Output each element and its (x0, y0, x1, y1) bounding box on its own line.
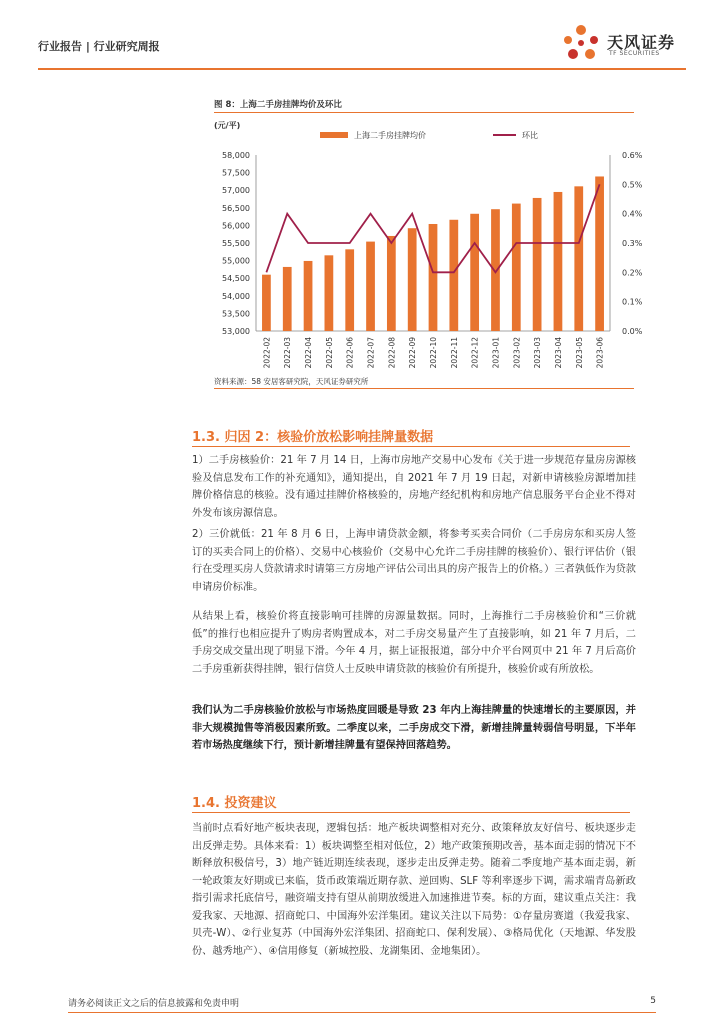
x-tick-label: 2022-09 (408, 337, 418, 369)
paragraph-result: 从结果上看，核验价将直接影响可挂牌的房源量数据。同时，上海推行二手房核验价和“三价就低”的推行也相应提升了购房者购置成本，对二手房交易量产生了直接影响，如 21 年 7 月后，二手房交成交量出现了明显下滑。今年 4 月，据上证报报道，部分中介平台网页中 21 年 7 月后高价二手房重新获得挂牌，银行信贷人士反映申请贷款的核验价有所提升，核验价或有所放松。 (192, 611, 636, 675)
x-tick-label: 2023-03 (533, 337, 543, 369)
y-tick-label: 58,000 (222, 151, 250, 160)
price-chart (210, 115, 643, 370)
y-tick-label: 54,500 (222, 274, 250, 284)
x-tick-label: 2022-05 (324, 337, 334, 369)
x-tick-label: 2022-03 (283, 337, 293, 369)
page-number: 5 (650, 996, 656, 1006)
figure-caption: 图 8：上海二手房挂牌均价及环比 (214, 100, 342, 110)
bar (304, 261, 313, 331)
logo-name: 天风证券 (607, 33, 676, 52)
tf-securities-logo (559, 22, 694, 66)
y2-tick-label: 0.3% (622, 239, 643, 248)
y-tick-label: 57,500 (222, 168, 250, 178)
y-tick-label: 55,500 (222, 239, 250, 248)
bar (387, 236, 396, 331)
x-tick-label: 2022-12 (470, 337, 480, 369)
y-tick-label: 53,500 (222, 309, 250, 319)
legend-line-label: 环比 (522, 131, 538, 140)
bar (429, 224, 438, 331)
paragraph-three-price: 2）三价就低：21 年 8 月 6 日，上海申请贷款金额，将参考买卖合同价（二手房房东和买房人签订的买卖合同上的价格）、交易中心核验价（交易中心允许二手房挂牌的核验价）、银行评估价（银行在受理买房人贷款请求时请第三方房地产评估公司出具的房产报告上的价格。）三者孰低作为贷款申请房价标准。 (192, 529, 636, 593)
section-title-1-3: 1.3. 归因 2：核验价放松影响挂牌量数据 (192, 430, 434, 445)
x-tick-label: 2023-05 (574, 337, 584, 369)
y-tick-label: 57,000 (222, 186, 250, 196)
bar (554, 192, 563, 331)
x-tick-label: 2023-01 (491, 337, 501, 369)
section-rule-1-4 (192, 812, 630, 813)
bar (366, 242, 375, 331)
x-tick-label: 2023-02 (512, 337, 522, 369)
legend-bar-label: 上海二手房挂牌均价 (354, 131, 426, 140)
y-axis-label: (元/平) (214, 121, 241, 130)
x-tick-label: 2022-08 (387, 337, 397, 369)
bar (408, 228, 417, 331)
y2-tick-label: 0.5% (622, 180, 643, 190)
x-tick-label: 2022-07 (366, 337, 376, 369)
bar (595, 176, 604, 331)
bar (283, 267, 292, 331)
footer-disclaimer: 请务必阅读正文之后的信息披露和免责申明 (68, 999, 240, 1009)
x-tick-label: 2023-06 (595, 337, 605, 369)
logo-sub: TF SECURITIES (609, 50, 660, 57)
section-rule-1-3 (192, 446, 630, 447)
legend-bar-swatch (320, 132, 348, 138)
bar (574, 186, 583, 331)
y2-tick-label: 0.1% (622, 297, 643, 307)
footer-divider (68, 1012, 656, 1013)
x-tick-label: 2022-11 (449, 337, 459, 369)
y2-tick-label: 0.6% (622, 151, 643, 160)
bar (491, 209, 500, 331)
y2-tick-label: 0.4% (622, 209, 643, 219)
y-tick-label: 56,500 (222, 203, 250, 213)
figure-source: 资料来源：58 安居客研究院，天风证券研究所 (214, 377, 369, 386)
bar (345, 249, 354, 331)
bar (533, 198, 542, 331)
x-tick-label: 2023-04 (553, 337, 563, 369)
bar (512, 204, 521, 331)
paragraph-conclusion: 我们认为二手房核验价放松与市场热度回暖是导致 23 年内上海挂牌量的快速增长的主要原因，并非大规模抛售等消极因素所致。二季度以来，二手房成交下滑，新增挂牌量转弱信号明显，下半年若市场热度继续下行，预计新增挂牌量有望保持回落趋势。 (192, 705, 636, 751)
bar (325, 255, 334, 331)
header-divider (38, 68, 686, 70)
y2-tick-label: 0.2% (622, 268, 643, 278)
section-title-1-4: 1.4. 投资建议 (192, 796, 277, 811)
figure-top-rule (214, 112, 634, 113)
report-breadcrumb: 行业报告 | 行业研究周报 (38, 40, 160, 53)
y2-tick-label: 0.0% (622, 327, 643, 336)
x-tick-label: 2022-06 (345, 337, 355, 369)
logo-mark-icon (559, 22, 605, 66)
y-tick-label: 53,000 (222, 327, 250, 336)
x-tick-label: 2022-10 (429, 337, 438, 369)
figure-bottom-rule (214, 388, 634, 389)
x-tick-label: 2022-04 (304, 337, 314, 369)
bar (262, 275, 271, 331)
x-tick-label: 2022-02 (262, 337, 272, 369)
bar (470, 214, 479, 331)
bar (449, 220, 458, 331)
y-tick-label: 54,000 (222, 291, 250, 301)
y-tick-label: 55,000 (222, 256, 250, 266)
paragraph-verification-price: 1）二手房核验价：21 年 7 月 14 日，上海市房地产交易中心发布《关于进一步规范存量房房源核验及信息发布工作的补充通知》，通知提出，自 2021 年 7 月 19 日起，对新申请核验房源增加挂牌价格信息的核验。没有通过挂牌价格核验的，房地产经纪机构和房地产信息服务平台企业不得对外发布该房源信息。 (192, 455, 636, 519)
paragraph-investment: 当前时点看好地产板块表现，逻辑包括：地产板块调整相对充分、政策释放友好信号、板块逐步走出反弹走势。具体来看：1）板块调整至相对低位，2）地产政策预期改善，基本面走弱的情况下不断释放积极信号，3）地产链近期连续表现，逐步走出反弹走势。随着二季度地产基本面走弱，新一轮政策友好期或已来临，货币政策端近期存款、逆回购、SLF 等利率逐步下调，需求端青岛新政指引需求托底信号，融资端支持有望从前期放缓进入加速推进节奏。标的方面，建议重点关注：我爱我家、天地源、招商蛇口、中国海外宏洋集团。建议关注以下局势：①存量房赛道（我爱我家、贝壳-W）、②行业复苏（中国海外宏洋集团、招商蛇口、保利发展）、③格局优化（天地源、华发股份、越秀地产）、④信用修复（新城控股、龙湖集团、金地集团）。 (192, 823, 636, 957)
y-tick-label: 56,000 (222, 221, 250, 231)
